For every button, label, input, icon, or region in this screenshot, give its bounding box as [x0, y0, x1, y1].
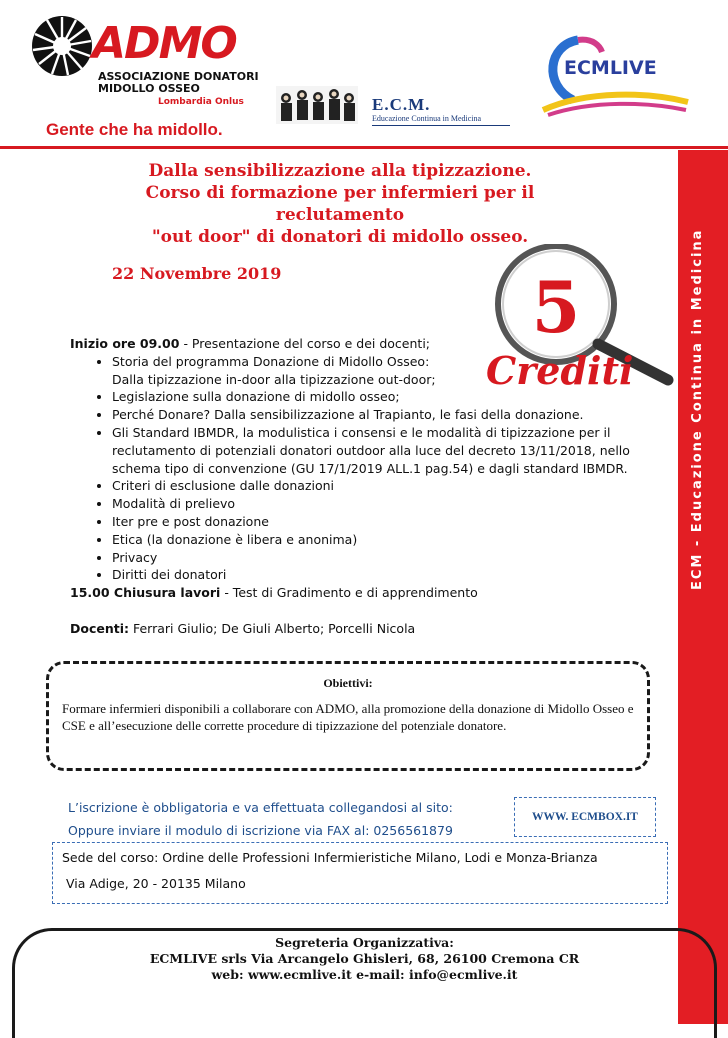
list-item: • Diritti dei donatori: [112, 566, 670, 584]
sede-address: Via Adige, 20 - 20135 Milano: [66, 876, 246, 891]
ecm-title: E.C.M.: [372, 95, 431, 114]
program-end: 15.00 Chiusura lavori - Test di Gradimento e di apprendimento: [70, 585, 478, 601]
docenti: Docenti: Ferrari Giulio; De Giuli Alberto; Porcelli Nicola: [70, 621, 416, 636]
course-title: Dalla sensibilizzazione alla tipizzazione. Corso di formazione per infermieri per il reclutamento "out door" di donatori di midollo osseo.: [145, 161, 535, 247]
credits-number: 5: [531, 266, 581, 349]
svg-text:ECMLIVE: ECMLIVE: [564, 57, 657, 79]
admo-logo: ADMO: [92, 18, 236, 69]
list-item: • Privacy: [112, 549, 670, 567]
iscrizione-text: L’iscrizione è obbligatoria e va effettuata collegandosi al sito:: [68, 800, 453, 815]
ecmlive-logo: [538, 30, 698, 120]
obiettivi-title: Obiettivi:: [323, 676, 373, 690]
credits-label: Crediti: [486, 348, 634, 393]
list-item: • Iter pre e post donazione: [112, 513, 670, 531]
side-band-text: [690, 570, 705, 590]
admo-tagline: Gente che ha midollo.: [46, 120, 223, 139]
course-date: 22 Novembre 2019: [112, 264, 282, 283]
admo-association: ASSOCIAZIONE DONATORI MIDOLLO OSSEO: [98, 70, 259, 95]
segreteria-title: Segreteria Organizzativa:: [275, 935, 454, 950]
list-item: • Modalità di prelievo: [112, 495, 670, 513]
segreteria-address: ECMLIVE srls Via Arcangelo Ghisleri, 68, 26100 Cremona CR: [149, 951, 580, 966]
list-item: • Gli Standard IBMDR, la modulistica i consensi e le modalità di tipizzazione per il reclutamento di potenziali donatori outdoor alla luce del decreto 13/11/2018, nello schema tipo di convenzione (GU 17/1/2019 ALL.1 pag.54) e dagli standard IBMDR.: [112, 424, 642, 477]
ecm-underline: [372, 125, 510, 126]
admo-wheel-icon: [30, 14, 94, 78]
program-start: Inizio ore 09.00 - Presentazione del corso e dei docenti;: [70, 336, 431, 351]
list-item: • Storia del programma Donazione di Midollo Osseo: Dalla tipizzazione in-door alla tipizzazione out-door;: [112, 353, 442, 389]
ecm-subtitle: Educazione Continua in Medicina: [372, 114, 482, 123]
admo-region: Lombardia Onlus: [158, 97, 244, 107]
header-divider: [0, 146, 728, 149]
list-item: • Perché Donare? Dalla sensibilizzazione al Trapianto, le fasi della donazione.: [112, 406, 670, 424]
segreteria-contacts[interactable]: web: www.ecmlive.it e-mail: info@ecmlive.it: [211, 967, 518, 982]
list-item: • Criteri di esclusione dalle donazioni: [112, 477, 670, 495]
iscrizione-fax: Oppure inviare il modulo di iscrizione via FAX al: 0256561879: [68, 823, 453, 838]
list-item: • Etica (la donazione è libera e anonima): [112, 531, 670, 549]
sede-name: Sede del corso: Ordine delle Professioni Infermieristiche Milano, Lodi e Monza-Brianza: [62, 850, 598, 865]
program-list: [70, 353, 670, 584]
ecm-painting-image: [276, 86, 358, 124]
program: [70, 335, 670, 602]
ecmbox-link[interactable]: WWW. ECMBOX.IT: [514, 797, 656, 837]
obiettivi-text: Formare infermieri disponibili a collaborare con ADMO, alla promozione della donazione di Midollo Osseo e CSE e all’esecuzione delle corrette procedure di tipizzazione del potenziale donatore.: [62, 701, 634, 733]
list-item: • Legislazione sulla donazione di midollo osseo;: [112, 388, 670, 406]
